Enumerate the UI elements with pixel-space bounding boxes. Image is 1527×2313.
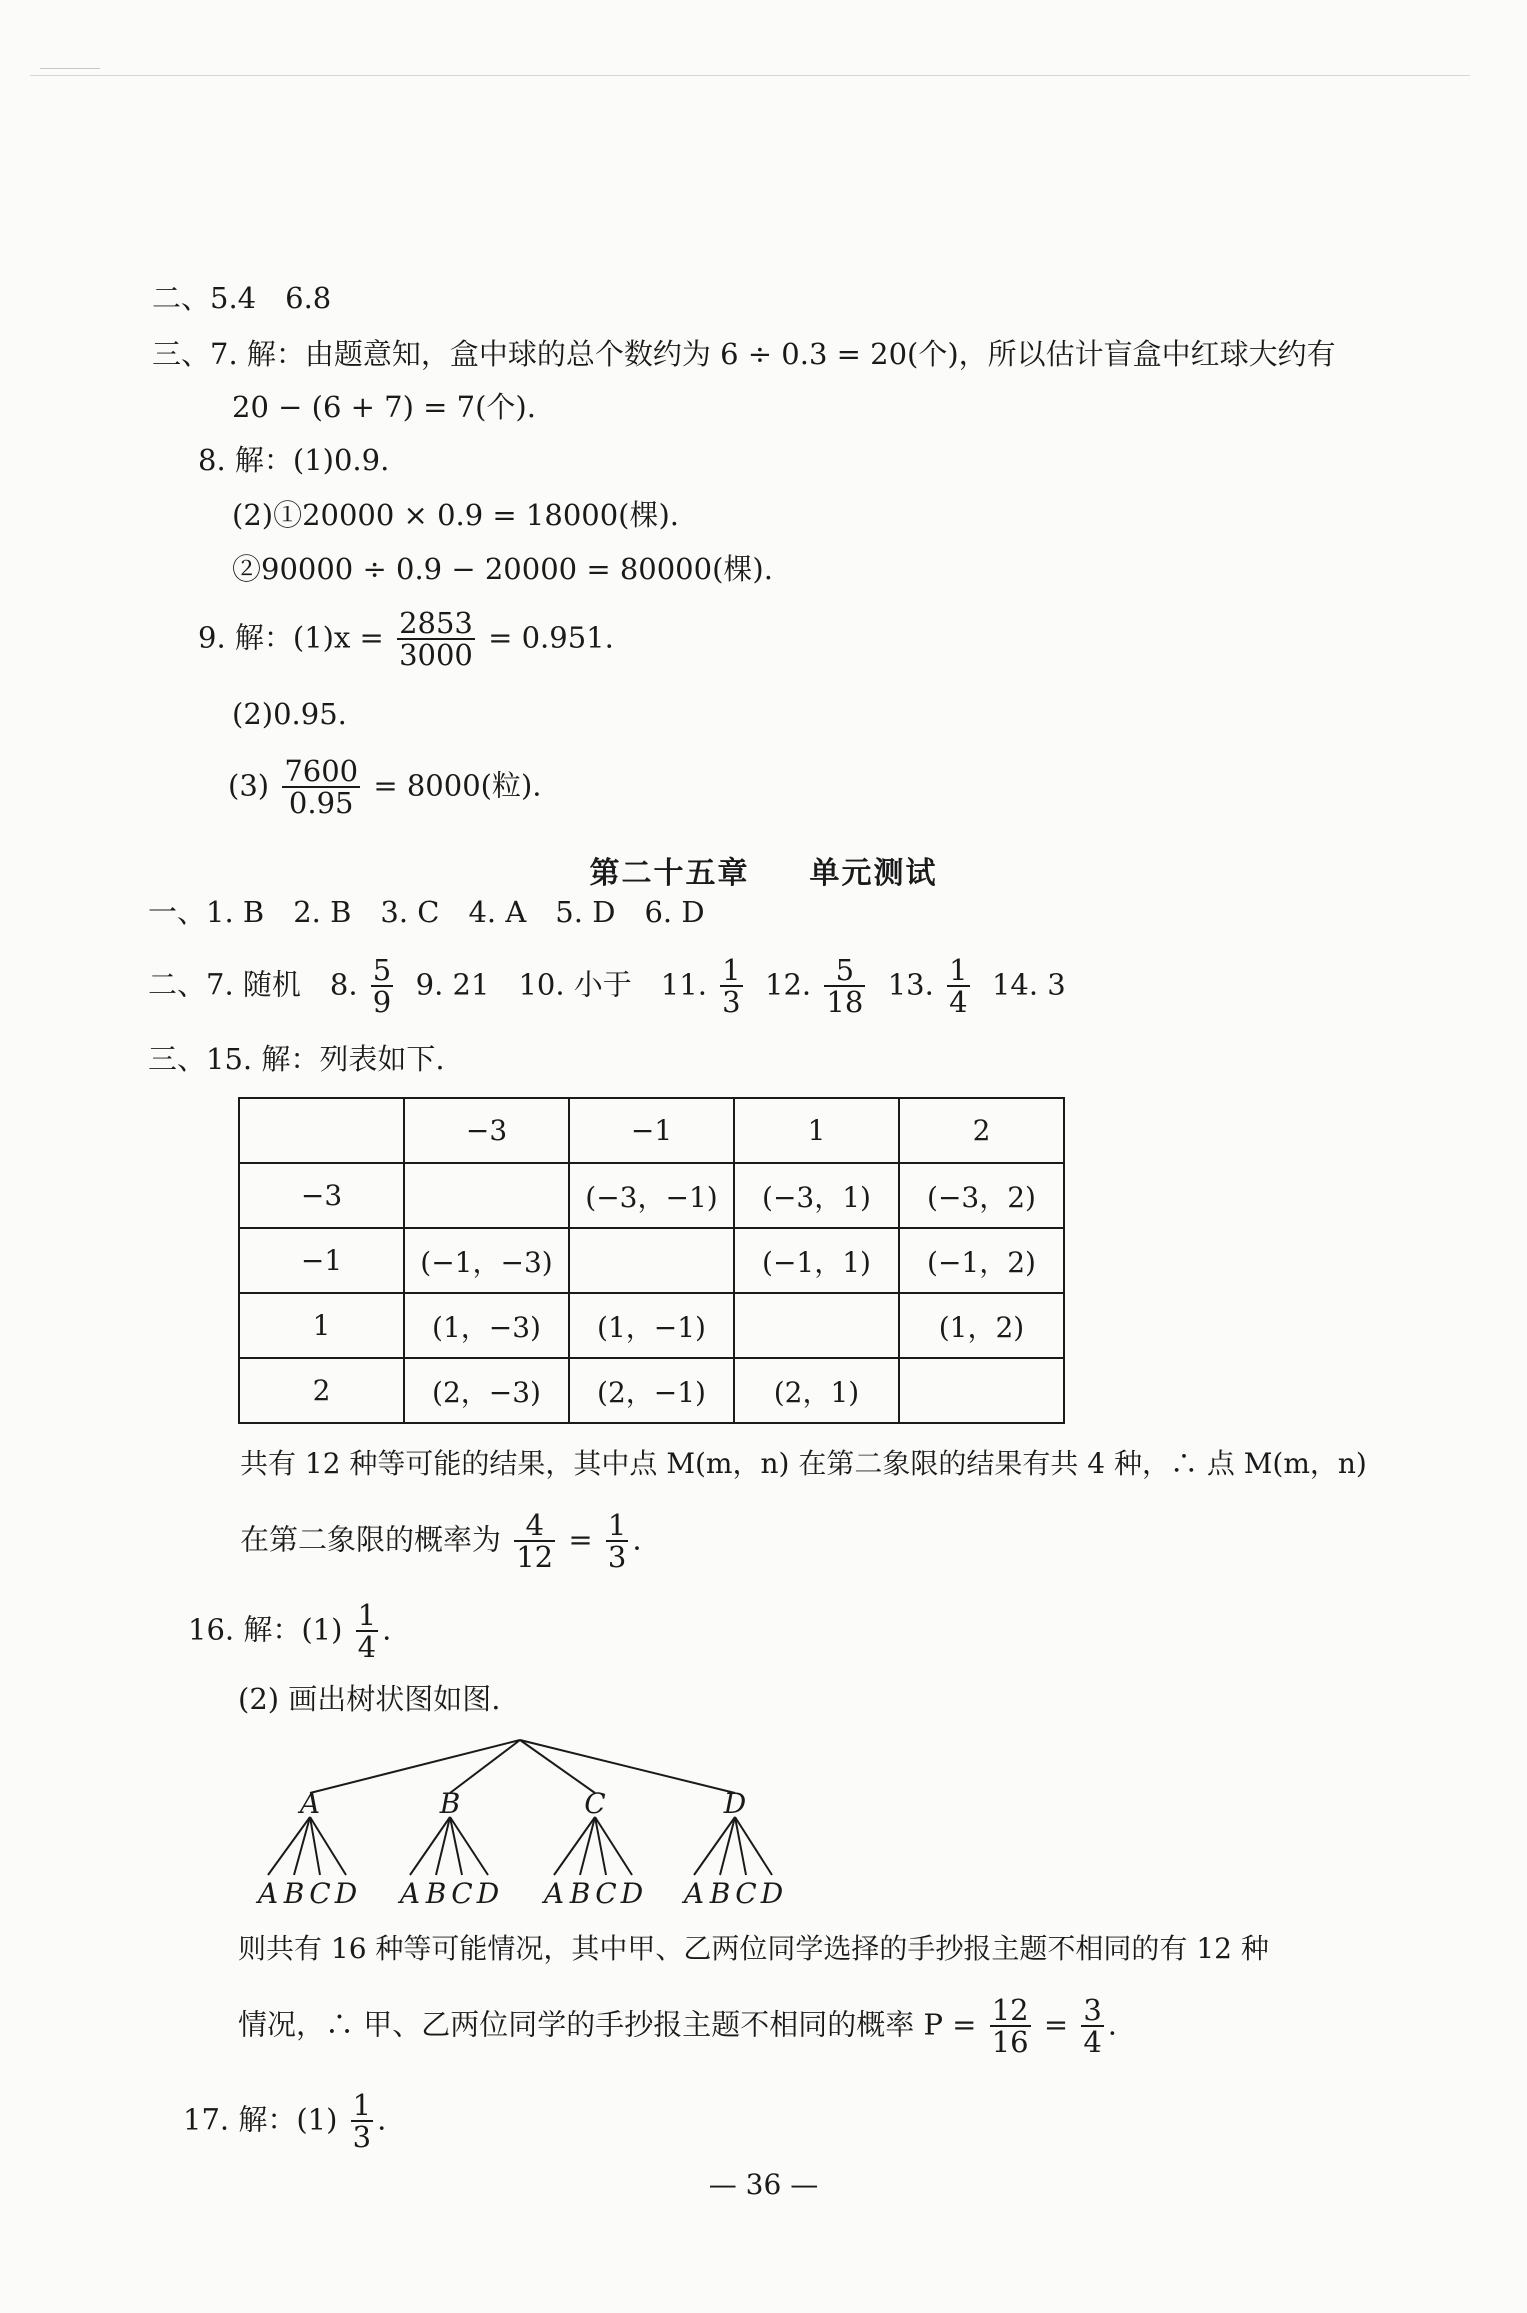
- q9-num: 2853: [399, 606, 473, 640]
- tree-edge: [580, 1817, 595, 1875]
- tree-edge: [310, 1740, 520, 1793]
- q16-fraction: [356, 1600, 378, 1663]
- q16-line4-end: .: [1107, 2007, 1118, 2042]
- table-cell: (−1，−3): [404, 1228, 569, 1293]
- chapter-heading: [0, 848, 1527, 892]
- part2-answers: [148, 955, 1066, 1018]
- table-row: [239, 1163, 1064, 1228]
- q9-p3-den: 0.95: [288, 786, 354, 821]
- q15-line1: 共有 12 种等可能的结果，其中点 M(m，n) 在第二象限的结果有共 4 种，∴ 点 M(m，n): [240, 1447, 1367, 1480]
- q9-fraction: [397, 608, 475, 671]
- part2-b: 9. 21 10. 小于 11.: [415, 967, 707, 1002]
- tree-edge: [520, 1740, 735, 1793]
- f12-den: 18: [826, 985, 864, 1020]
- tree-leaf: B: [283, 1877, 305, 1910]
- table-row: [239, 1228, 1064, 1293]
- q9-p3-fraction: [282, 756, 360, 819]
- q9-p3-num: 7600: [284, 754, 359, 788]
- q16-end: .: [382, 1612, 392, 1647]
- tree-leaf: C: [451, 1877, 473, 1910]
- q7-line1: 三、7. 解：由题意知，盒中球的总个数约为 6 ÷ 0.3 = 20(个)，所以估计盲盒中红球大约有: [152, 337, 1336, 371]
- tree-edge: [554, 1817, 595, 1875]
- q16-f2-num: 3: [1083, 1993, 1102, 2027]
- tree-leaf: B: [425, 1877, 447, 1910]
- q16-prefix: 16. 解：(1): [188, 1612, 343, 1647]
- page-number: — 36 —: [708, 2168, 819, 2201]
- scan-mark: [40, 68, 100, 69]
- q16-num: 1: [357, 1598, 377, 1632]
- q15-f1-den: 12: [516, 1540, 554, 1575]
- q9-line2: (2)0.95.: [232, 697, 347, 731]
- table-cell: (2，−3): [404, 1358, 569, 1423]
- tree-node: C: [584, 1787, 606, 1820]
- q17-fraction: [351, 2090, 373, 2153]
- q8-line2: (2)①20000 × 0.9 = 18000(棵).: [232, 498, 680, 532]
- table-cell: −3: [404, 1098, 569, 1163]
- q16-line4: [238, 1995, 1117, 2058]
- q15-line2-prefix: 在第二象限的概率为: [240, 1522, 502, 1557]
- part2-e: 14. 3: [991, 967, 1066, 1002]
- q17-den: 3: [352, 2120, 372, 2155]
- answer-line-er: 二、5.4 6.8: [152, 281, 332, 315]
- table-cell: [239, 1098, 404, 1163]
- tree-leaf: C: [595, 1877, 617, 1910]
- f8-den: 9: [372, 985, 392, 1020]
- q16-line4-prefix: 情况，∴ 甲、乙两位同学的手抄报主题不相同的概率 P =: [238, 2007, 977, 2042]
- tree-leaf: A: [399, 1877, 421, 1910]
- table-cell: (−3，−1): [569, 1163, 734, 1228]
- table-cell: [404, 1163, 569, 1228]
- tree-edge: [694, 1817, 735, 1875]
- table-cell: 1: [239, 1293, 404, 1358]
- tree-edge: [294, 1817, 310, 1875]
- chapter-title: 第二十五章: [589, 856, 750, 891]
- tree-diagram: [250, 1735, 810, 1917]
- tree-leaf: D: [334, 1877, 358, 1910]
- q17-end: .: [377, 2102, 387, 2137]
- tree-diagram-svg: [250, 1735, 810, 1910]
- q16-den: 4: [357, 1630, 377, 1665]
- table-cell: (2，−1): [569, 1358, 734, 1423]
- q16-f1-den: 16: [991, 2025, 1029, 2060]
- q9-p3-prefix: (3): [228, 768, 270, 803]
- table-cell: −1: [569, 1098, 734, 1163]
- q17-prefix: 17. 解：(1): [183, 2102, 338, 2137]
- table-cell: −1: [239, 1228, 404, 1293]
- table-row: [239, 1293, 1064, 1358]
- q16-f1-num: 12: [991, 1993, 1029, 2027]
- f8-fraction: [371, 955, 393, 1018]
- q8-line3: ②90000 ÷ 0.9 − 20000 = 80000(棵).: [232, 552, 773, 586]
- table-row: [239, 1098, 1064, 1163]
- f11-num: 1: [722, 953, 741, 987]
- f13-num: 1: [949, 953, 968, 987]
- tree-leaf: D: [760, 1877, 784, 1910]
- f11-den: 3: [722, 985, 741, 1020]
- table-cell: [569, 1228, 734, 1293]
- part1-answers: 一、1. B 2. B 3. C 4. A 5. D 6. D: [148, 895, 705, 929]
- chapter-subtitle: 单元测试: [809, 856, 938, 891]
- table-cell: 1: [734, 1098, 899, 1163]
- q16-line2: (2) 画出树状图如图.: [238, 1682, 501, 1716]
- tree-node: B: [439, 1787, 461, 1820]
- q15-fraction-2: [606, 1510, 628, 1573]
- table-cell: 2: [899, 1098, 1064, 1163]
- tree-edge: [520, 1740, 595, 1793]
- q16-line1: [188, 1600, 391, 1663]
- q15-intro: 三、15. 解：列表如下.: [148, 1042, 445, 1076]
- tree-node: A: [299, 1787, 321, 1820]
- table-cell: (−3，1): [734, 1163, 899, 1228]
- tree-leaf: B: [709, 1877, 731, 1910]
- q17-num: 1: [352, 2088, 372, 2122]
- tree-leaf: D: [476, 1877, 500, 1910]
- f13-fraction: [947, 955, 969, 1018]
- q7-line2: 20 − (6 + 7) = 7(个).: [232, 390, 536, 424]
- q16-eq: =: [1043, 2007, 1069, 2042]
- q9-p3-suffix: = 8000(粒).: [373, 768, 542, 803]
- header-rule: [30, 75, 1470, 76]
- q16-line3: 则共有 16 种等可能情况，其中甲、乙两位同学选择的手抄报主题不相同的有 12 种: [238, 1932, 1269, 1965]
- table-cell: −3: [239, 1163, 404, 1228]
- outcome-table: [238, 1097, 1065, 1424]
- part2-c: 12.: [765, 967, 812, 1002]
- part2-d: 13.: [887, 967, 934, 1002]
- q15-f2-num: 1: [607, 1508, 627, 1542]
- f12-fraction: [824, 955, 865, 1018]
- table-cell: (−1，2): [899, 1228, 1064, 1293]
- q15-eq: =: [568, 1522, 593, 1557]
- q9-line1: [198, 608, 614, 671]
- table-cell: [899, 1358, 1064, 1423]
- f12-num: 5: [824, 955, 865, 987]
- q16-fraction-1: [990, 1995, 1031, 2058]
- q8-line1: 8. 解：(1)0.9.: [198, 443, 390, 477]
- table-cell: (−3，2): [899, 1163, 1064, 1228]
- q16-f2-den: 4: [1083, 2025, 1102, 2060]
- q17-line1: [183, 2090, 386, 2153]
- tree-leaf: A: [543, 1877, 565, 1910]
- tree-node: D: [723, 1787, 747, 1820]
- q9-suffix: = 0.951.: [488, 620, 614, 655]
- table-cell: (1，−1): [569, 1293, 734, 1358]
- q15-line2: [240, 1510, 642, 1573]
- q15-fraction-1: [514, 1510, 555, 1573]
- q9-prefix: 9. 解：(1)x =: [198, 620, 384, 655]
- table-cell: [734, 1293, 899, 1358]
- f11-fraction: [720, 955, 742, 1018]
- q16-fraction-2: [1081, 1995, 1103, 2058]
- table-row: [239, 1358, 1064, 1423]
- tree-leaf: C: [735, 1877, 757, 1910]
- q9-den: 3000: [399, 638, 473, 673]
- tree-edge: [720, 1817, 735, 1875]
- tree-edge: [268, 1817, 310, 1875]
- q15-f2-den: 3: [607, 1540, 627, 1575]
- table-cell: 2: [239, 1358, 404, 1423]
- tree-leaf: C: [309, 1877, 331, 1910]
- f8-num: 5: [372, 953, 392, 987]
- q9-line3: [228, 756, 542, 819]
- q15-f1-num: 4: [514, 1510, 555, 1542]
- f13-den: 4: [949, 985, 968, 1020]
- table-cell: (−1，1): [734, 1228, 899, 1293]
- tree-leaf: D: [620, 1877, 644, 1910]
- part2-a: 二、7. 随机 8.: [148, 967, 358, 1002]
- tree-leaf: A: [683, 1877, 705, 1910]
- table-cell: (1，−3): [404, 1293, 569, 1358]
- table-cell: (1，2): [899, 1293, 1064, 1358]
- tree-leaf: B: [569, 1877, 591, 1910]
- tree-leaf: A: [257, 1877, 279, 1910]
- q15-end: .: [632, 1522, 642, 1557]
- table-cell: (2，1): [734, 1358, 899, 1423]
